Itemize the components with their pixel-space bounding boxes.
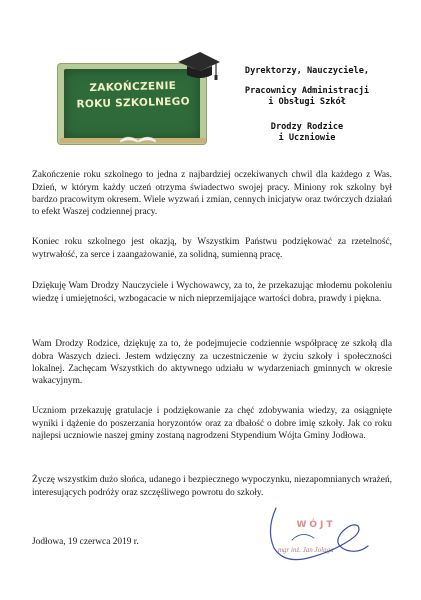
handwritten-signature (262, 500, 372, 570)
paragraph-parents: Wam Drodzy Rodzice, dziękuję za to, że podejmujecie codziennie współpracę ze szkołą dla dobra Waszych dzieci. Jestem wdzięczny za uczestniczenie w życiu szkoły i społeczności lokalnej. Zachęcam Wszystkich do aktywnego udziału w wydarzeniach gminnych w okresie wakacyjnym. (32, 339, 392, 386)
addressee-staff (232, 66, 382, 77)
paragraph-wishes: Życzę wszystkim dużo słońca, udanego i bezpiecznego wypoczynku, niezapomnianych wrażeń, interesujących podróży oraz szczęśliwego powrotu do szkoły. (32, 475, 392, 498)
addressee-line: Drodzy Rodzice (270, 122, 344, 132)
open-book-icon (118, 128, 158, 144)
signer-name: mgr inż. Jan Jolaga (278, 546, 334, 554)
chalkboard-title-line1: ZAKOŃCZENIE (89, 79, 177, 95)
letter-date: Jodłowa, 19 czerwca 2019 r. (32, 537, 139, 547)
paragraph-thanks-all: Koniec roku szkolnego jest okazją, by Wszystkim Państwu podziękować za rzetelność, wytrwałość, za serce i zaangażowanie, za solidną, sumienną pracę. (32, 237, 392, 260)
paragraph-intro: Zakończenie roku szkolnego to jedna z najbardziej oczekiwanych chwil dla każdego z Was. Dzień, w którym każdy uczeń otrzyma świadectwo swojej pracy. Miniony rok szkolny był bardzo pracowitym okresem. Wiele wyzwań i zmian, cennych inicjatyw oraz twórczych działań to efekt Waszej codziennej pracy. (32, 170, 392, 217)
addressee-line: Dyrektorzy, Nauczyciele, (244, 66, 370, 76)
addressee-line: i Uczniowie (278, 133, 336, 143)
official-stamp: WÓJT (296, 520, 336, 530)
addressee-administration (232, 86, 382, 108)
paragraph-students: Uczniom przekazuję gratulacje i podziękowanie za chęć zdobywania wiedzy, za osiągnięte wyniki i dążenie do poszerzania horyzontów oraz za dbałość o dobre imię szkoły. Jak co roku najlepsi uczniowie naszej gminy zostaną nagrodzeni Stypendium Wójta Gminy Jodłowa. (32, 406, 392, 441)
addressee-line: Pracownicy Administracji (244, 86, 370, 96)
addressee-line: i Obsługi Szkół (268, 97, 346, 107)
chalkboard-title-line2: ROKU SZKOLNEGO (76, 95, 191, 111)
addressee-parents-students (232, 122, 382, 144)
school-year-end-graphic (58, 50, 218, 150)
chalkboard-title (74, 77, 193, 112)
paragraph-teachers: Dziękuję Wam Drodzy Nauczyciele i Wychowawcy, za to, że przekazując młodemu pokoleniu wiedzę i umiejętności, wzbogacacie w nich nieprzemijające wartości dobra, prawdy i piękna. (32, 281, 392, 304)
graduation-cap-icon (176, 48, 222, 84)
